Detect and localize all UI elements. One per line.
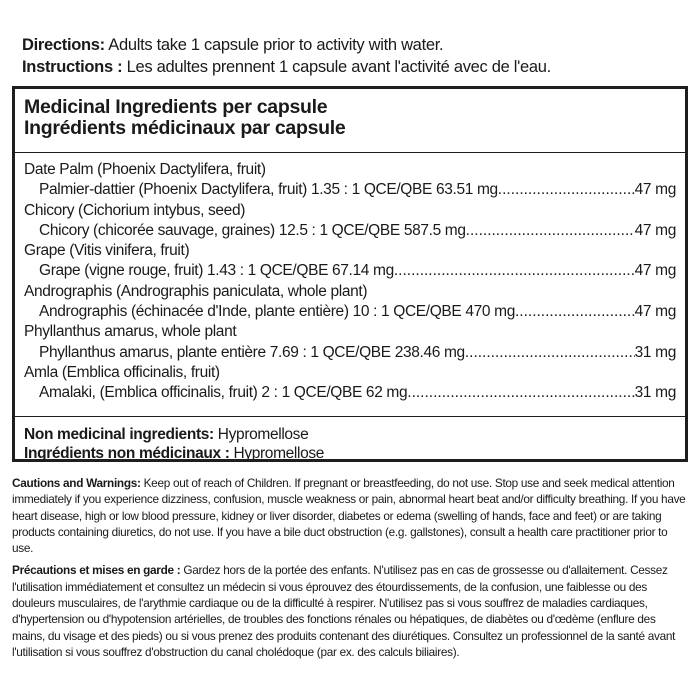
cautions-en — [12, 475, 688, 556]
ingredient-name: Chicory (Cichorium intybus, seed) — [24, 201, 246, 219]
cautions-fr-text: Gardez hors de la portée des enfants. N'utilisez pas en cas de grossesse ou d'allaitement. Cessez l'utilisation immédiatement et consultez un médecin si vous éprouvez des étourdissements, de la confusion, une faiblesse ou des douleurs musculaires, de l'arythmie cardiaque ou de la difficulté à respirer. N'utilisez pas si vous souffrez de maladies cardiaques, d'hypertension ou d'hypotension artérielles, de troubles des fonctions rénales ou hépatiques, de diabètes ou d'œdème (enflure des mains, du visage et des pieds) ou si vous prenez des produits contenant des diurétiques. Consultez un professionnel de la santé avant l'utilisation si vous souffrez d'obstruction du canal cholédoque (par ex. des calculs biliaires). — [12, 563, 676, 659]
directions-fr-label: Instructions : — [22, 58, 123, 76]
dot-leader — [465, 343, 635, 363]
ingredient-amount: 47 mg — [634, 181, 676, 199]
ingredient-detail — [24, 302, 676, 322]
directions-fr-text: Les adultes prennent 1 capsule avant l'activité avec de l'eau. — [122, 58, 551, 76]
ingredient-detail-text: Palmier-dattier (Phoenix Dactylifera, fruit) 1.35 : 1 QCE/QBE 63.51 mg — [39, 181, 498, 199]
non-medicinal-en-label: Non medicinal ingredients: — [24, 426, 214, 443]
directions-fr — [22, 56, 682, 78]
ingredient-amount: 47 mg — [634, 303, 676, 321]
ingredient-item — [24, 363, 676, 404]
ingredient-name: Date Palm (Phoenix Dactylifera, fruit) — [24, 161, 266, 178]
ingredient-detail — [24, 343, 676, 363]
ingredients-panel — [12, 86, 688, 462]
non-medicinal-fr — [24, 444, 685, 463]
cautions-en-label: Cautions and Warnings: — [12, 476, 141, 490]
cautions-block — [12, 475, 688, 666]
ingredient-detail-text: Phyllanthus amarus, plante entière 7.69 : 1 QCE/QBE 238.46 mg — [39, 343, 465, 361]
cautions-fr — [12, 562, 688, 660]
non-medicinal-en — [24, 425, 685, 444]
ingredient-detail — [24, 221, 676, 241]
cautions-fr-label: Précautions et mises en garde : — [12, 563, 181, 578]
ingredient-name: Amla (Emblica officinalis, fruit) — [24, 363, 220, 381]
medicinal-title-en: Medicinal Ingredients per capsule — [24, 96, 328, 118]
ingredient-detail — [24, 383, 676, 403]
ingredient-detail-text: Andrographis (échinacée d'Inde, plante entière) 10 : 1 QCE/QBE 470 mg — [39, 303, 515, 321]
ingredient-item — [24, 160, 676, 201]
cautions-en-text: Keep out of reach of Children. If pregnant or breastfeeding, do not use. Stop use and seek medical attention immediately if you experience dizziness, confusion, muscle weakness or pain, abnormal heart beat and/or difficulty breathing. If you have heart disease, high or low blood pressure, kidney or liver disorder, diabetes or edema (swelling of hands, face and feet) or are taking products containing diuretics, do not use. If you have a bile duct obstruction (e.g. gallstones), consult a health care practitioner prior to use. — [12, 476, 686, 556]
ingredient-item — [24, 282, 676, 323]
non-medicinal-fr-text: Hypromellose — [229, 445, 325, 462]
directions-block — [22, 34, 682, 78]
ingredient-amount: 31 mg — [634, 384, 676, 402]
ingredient-name: Andrographis (Andrographis paniculata, whole plant) — [24, 282, 368, 300]
ingredient-amount: 47 mg — [634, 221, 676, 239]
directions-en — [22, 34, 682, 56]
non-medicinal-en-text: Hypromellose — [213, 426, 309, 443]
ingredient-detail-text: Amalaki, (Emblica officinalis, fruit) 2 : 1 QCE/QBE 62 mg — [39, 384, 408, 402]
ingredient-detail-text: Chicory (chicorée sauvage, graines) 12.5 : 1 QCE/QBE 587.5 mg — [39, 221, 466, 239]
ingredient-detail — [24, 180, 676, 200]
ingredient-detail-text: Grape (vigne rouge, fruit) 1.43 : 1 QCE/QBE 67.14 mg — [39, 262, 394, 280]
dot-leader — [407, 383, 634, 403]
directions-en-label: Directions: — [22, 36, 105, 54]
non-medicinal-fr-label: Ingrédients non médicinaux : — [24, 445, 230, 462]
dot-leader — [394, 261, 635, 281]
ingredient-detail — [24, 261, 676, 281]
ingredient-name: Phyllanthus amarus, whole plant — [24, 323, 237, 341]
ingredient-item — [24, 201, 676, 242]
ingredient-item — [24, 241, 676, 282]
non-medicinal-section — [15, 416, 685, 463]
dot-leader — [466, 221, 635, 241]
medicinal-title-fr: Ingrédients médicinaux par capsule — [24, 117, 346, 139]
ingredient-name: Grape (Vitis vinifera, fruit) — [24, 242, 190, 260]
medicinal-header — [15, 89, 685, 153]
dot-leader — [498, 180, 635, 200]
ingredient-amount: 47 mg — [634, 262, 676, 280]
ingredient-list — [24, 160, 676, 404]
ingredient-amount: 31 mg — [634, 343, 676, 361]
ingredient-item — [24, 322, 676, 363]
directions-en-text: Adults take 1 capsule prior to activity with water. — [104, 36, 444, 54]
dot-leader — [515, 302, 635, 322]
